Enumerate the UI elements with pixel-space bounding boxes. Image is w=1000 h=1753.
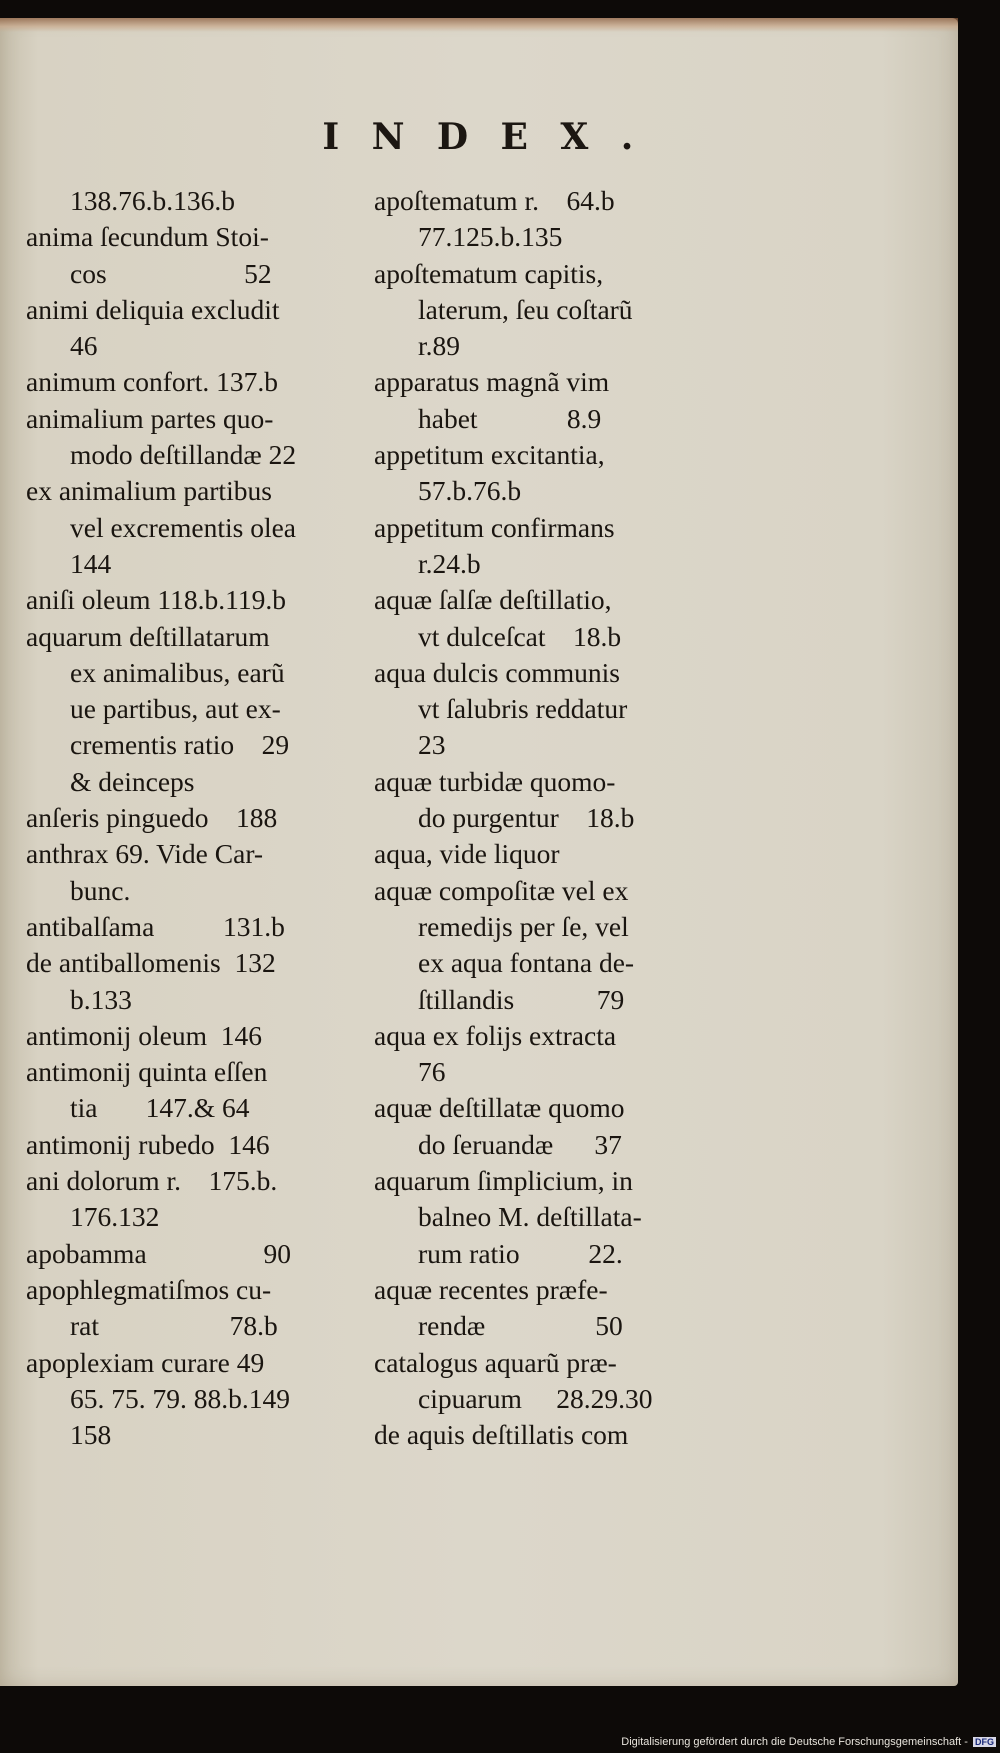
index-entry-line: do purgentur 18.b bbox=[418, 802, 635, 834]
index-entry-line: anthrax 69. Vide Car- bbox=[26, 838, 264, 870]
index-entry-line: cipuarum 28.29.30 bbox=[418, 1382, 653, 1414]
index-entry-line: aquæ compoſitæ vel ex bbox=[374, 874, 629, 906]
index-entry-line: 144 bbox=[70, 547, 112, 579]
index-entry-line: ſtillandis 79 bbox=[418, 983, 625, 1015]
page-title: INDEX. bbox=[322, 116, 666, 158]
index-entry-line: aniſi oleum 118.b.119.b bbox=[26, 584, 286, 616]
index-entry-line: tia 147.& 64 bbox=[70, 1092, 250, 1124]
index-entry-line: animalium partes quo- bbox=[26, 402, 274, 434]
index-entry-line: antibalſama 131.b bbox=[26, 910, 285, 942]
index-entry-line: r.24.b bbox=[418, 547, 481, 579]
funding-credit-text: Digitalisierung gefördert durch die Deutsche Forschungsgemeinschaft - bbox=[621, 1736, 968, 1748]
index-entry-line: anima ſecundum Stoi- bbox=[26, 221, 269, 253]
index-entry-line: r.89 bbox=[418, 330, 461, 362]
index-entry-line: ani dolorum r. 175.b. bbox=[26, 1165, 278, 1197]
index-entry-line: 77.125.b.135 bbox=[418, 221, 563, 253]
index-entry-line: 46 bbox=[70, 330, 98, 362]
index-entry-line: 57.b.76.b bbox=[418, 475, 522, 507]
index-entry-line: laterum, ſeu coſtarũ bbox=[418, 293, 633, 325]
index-entry-line: aquarum ſimplicium, in bbox=[374, 1165, 633, 1197]
index-entry-line: habet 8.9 bbox=[418, 402, 602, 434]
index-entry-line: 176.132 bbox=[70, 1201, 160, 1233]
index-entry-line: 158 bbox=[70, 1419, 112, 1451]
index-entry-line: 23 bbox=[418, 729, 446, 761]
index-entry-line: 76 bbox=[418, 1056, 446, 1088]
index-entry-line: modo deſtillandæ 22 bbox=[70, 439, 297, 471]
index-entry-line: aquarum deſtillatarum bbox=[26, 620, 270, 652]
index-entry-line: vt dulceſcat 18.b bbox=[418, 620, 622, 652]
index-entry-line: crementis ratio 29 bbox=[70, 729, 290, 761]
index-entry-line: antimonij oleum 146 bbox=[26, 1019, 263, 1051]
index-entry-line: apparatus magnã vim bbox=[374, 366, 610, 398]
index-entry-line: appetitum excitantia, bbox=[374, 439, 605, 471]
index-entry-line: ex animalibus, earũ bbox=[70, 656, 285, 688]
index-entry-line: animum confort. 137.b bbox=[26, 366, 279, 398]
index-entry-line: remedijs per ſe, vel bbox=[418, 910, 629, 942]
index-entry-line: 138.76.b.136.b bbox=[70, 185, 235, 216]
index-entry-line: apoſtematum capitis, bbox=[374, 257, 604, 289]
funding-credit bbox=[621, 1736, 996, 1748]
index-entry-line: b.133 bbox=[70, 983, 132, 1015]
index-entry-line: de aquis deſtillatis com bbox=[374, 1419, 629, 1451]
index-entry-line: anſeris pinguedo 188 bbox=[26, 802, 278, 834]
index-entry-line: aquæ deſtillatæ quomo bbox=[374, 1092, 625, 1124]
index-entry-line: apoplexiam curare 49 bbox=[26, 1346, 265, 1378]
index-entry-line: catalogus aquarũ præ- bbox=[374, 1346, 617, 1378]
index-entry-line: rendæ 50 bbox=[418, 1310, 623, 1342]
index-entry-line: animi deliquia excludit bbox=[26, 293, 280, 325]
index-entry-line: apoſtematum r. 64.b bbox=[374, 185, 615, 216]
index-column-right bbox=[374, 183, 719, 1453]
index-entry-line: vt ſalubris reddatur bbox=[418, 693, 628, 725]
dfg-logo: DFG bbox=[975, 1737, 994, 1747]
index-entry-line: aquæ ſalſæ deſtillatio, bbox=[374, 584, 612, 616]
index-entry-line: vel excrementis olea bbox=[70, 511, 297, 543]
index-entry-line: rum ratio 22. bbox=[418, 1237, 623, 1269]
index-entry-line: ex animalium partibus bbox=[26, 475, 272, 507]
index-entry-line: do ſeruandæ 37 bbox=[418, 1128, 622, 1160]
index-entry-line: ue partibus, aut ex- bbox=[70, 693, 281, 725]
index-entry-line: cos 52 bbox=[70, 257, 272, 289]
index-entry-line: rat 78.b bbox=[70, 1310, 278, 1342]
index-entry-line: aquæ recentes præfe- bbox=[374, 1273, 608, 1305]
index-entry-line: balneo M. deſtillata- bbox=[418, 1201, 642, 1233]
index-entry-line: bunc. bbox=[70, 874, 131, 906]
index-entry-line: ex aqua fontana de- bbox=[418, 947, 635, 979]
book-page bbox=[0, 18, 958, 1686]
index-entry-line: appetitum confirmans bbox=[374, 511, 615, 543]
index-entry-line: aquæ turbidæ quomo- bbox=[374, 765, 616, 797]
index-entry-line: antimonij quinta eſſen bbox=[26, 1056, 268, 1088]
index-entry-line: aqua dulcis communis bbox=[374, 656, 620, 688]
index-column-left bbox=[26, 183, 376, 1453]
index-entry-line: apobamma 90 bbox=[26, 1237, 292, 1269]
index-entry-line: apophlegmatiſmos cu- bbox=[26, 1273, 272, 1305]
index-entry-line: aqua, vide liquor bbox=[374, 838, 560, 870]
index-entry-line: 65. 75. 79. 88.b.149 bbox=[70, 1382, 290, 1414]
index-entry-line: & deinceps bbox=[70, 765, 195, 797]
index-entry-line: aqua ex folijs extracta bbox=[374, 1019, 617, 1051]
index-entry-line: de antiballomenis 132 bbox=[26, 947, 276, 979]
index-entry-line: antimonij rubedo 146 bbox=[26, 1128, 270, 1160]
